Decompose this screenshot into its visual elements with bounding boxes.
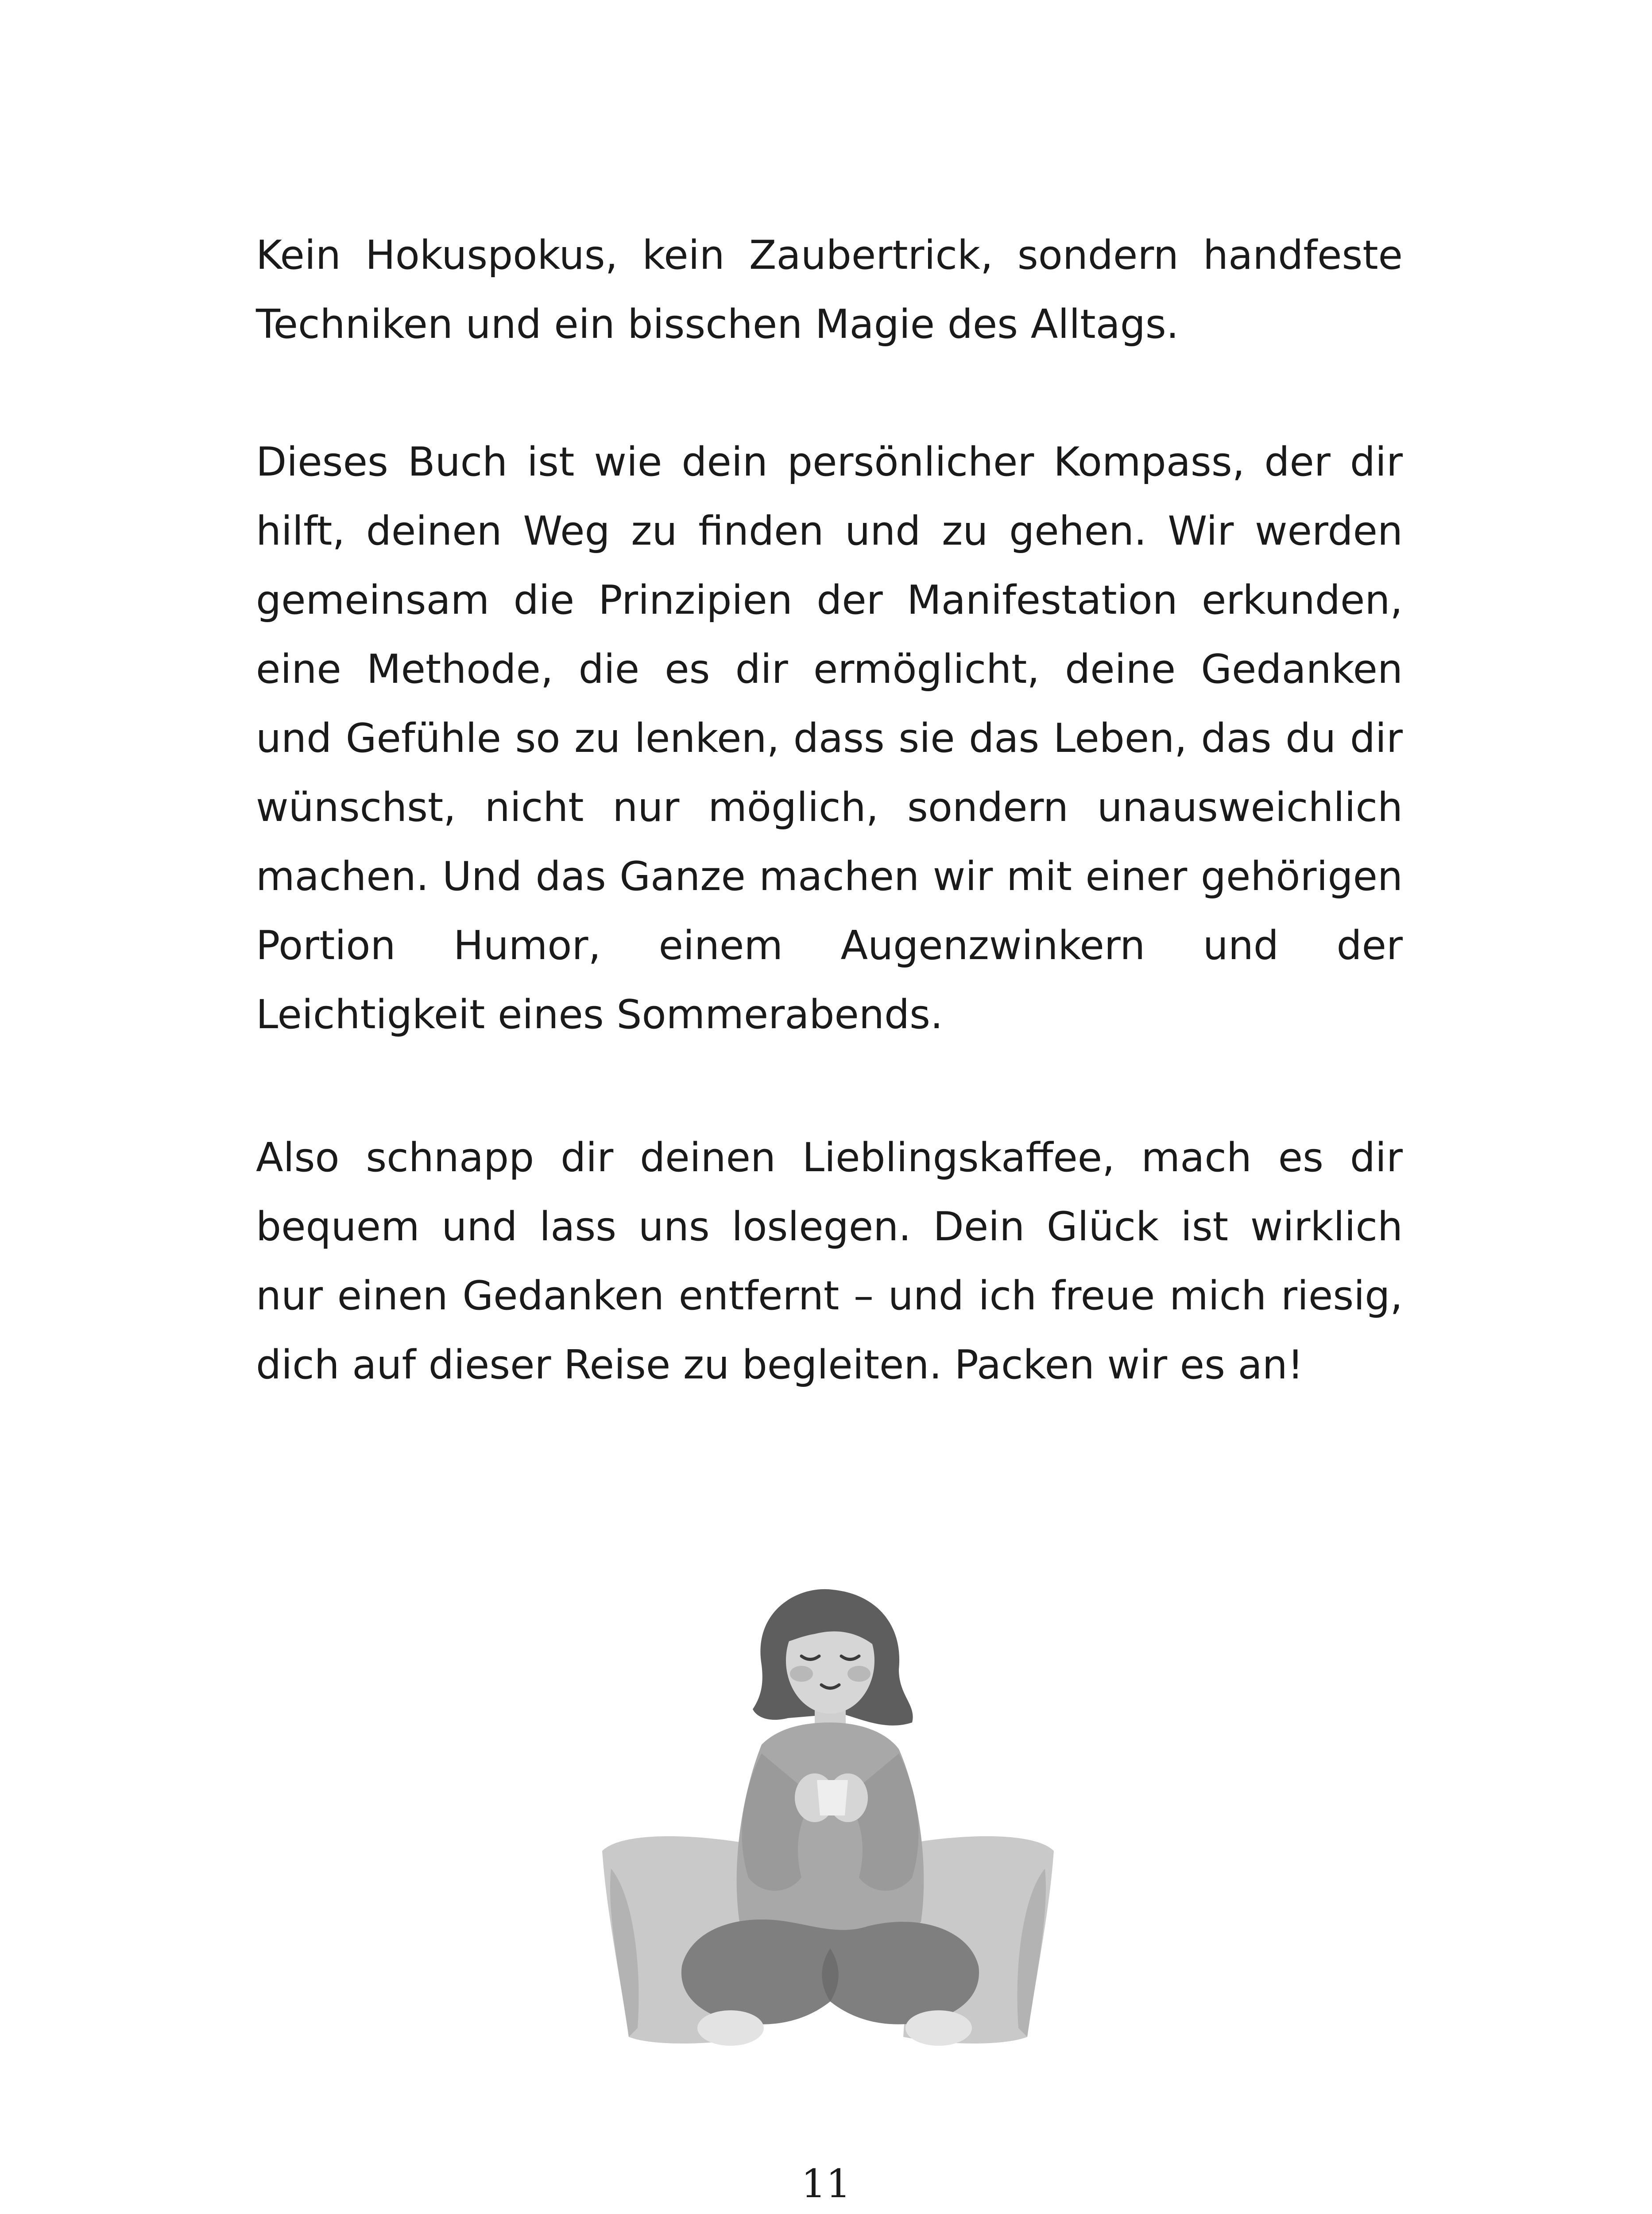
woman-with-coffee-cup-illustration bbox=[593, 1585, 1063, 2072]
page-number: 11 bbox=[801, 2161, 851, 2206]
paragraph-compass: Dieses Buch ist wie dein persönlicher Kompass, der dir hilft, deinen Weg zu finden und zu gehen. Wir werden gemeinsam die Prinzipien der Manifestation erkunden, eine Methode, die es dir ermöglicht, deine Gedanken und Gefühle so zu lenken, dass sie das Leben, das du dir wünschst, nicht nur möglich, sondern unausweichlich machen. Und das Ganze machen wir mit einer gehörigen Portion Humor, einem Augenzwinkern und der Leichtigkeit eines Sommerabends. bbox=[256, 439, 1403, 1038]
left-cheek bbox=[790, 1666, 813, 1682]
right-cheek bbox=[847, 1666, 870, 1682]
left-sock bbox=[697, 2010, 764, 2046]
paragraph-coffee: Also schnapp dir deinen Lieblingskaffee, mach es dir bequem und lass uns loslegen. Dein Glück ist wirklich nur einen Gedanken entfernt – und ich freue mich riesig, dich auf dieser Reise zu begleiten. Packen wir es an! bbox=[256, 1134, 1403, 1388]
cup bbox=[817, 1780, 848, 1815]
right-sock bbox=[905, 2010, 972, 2046]
paragraph-intro: Kein Hokuspokus, kein Zaubertrick, sondern handfeste Techniken und ein bisschen Magie des Alltags. bbox=[256, 232, 1403, 348]
